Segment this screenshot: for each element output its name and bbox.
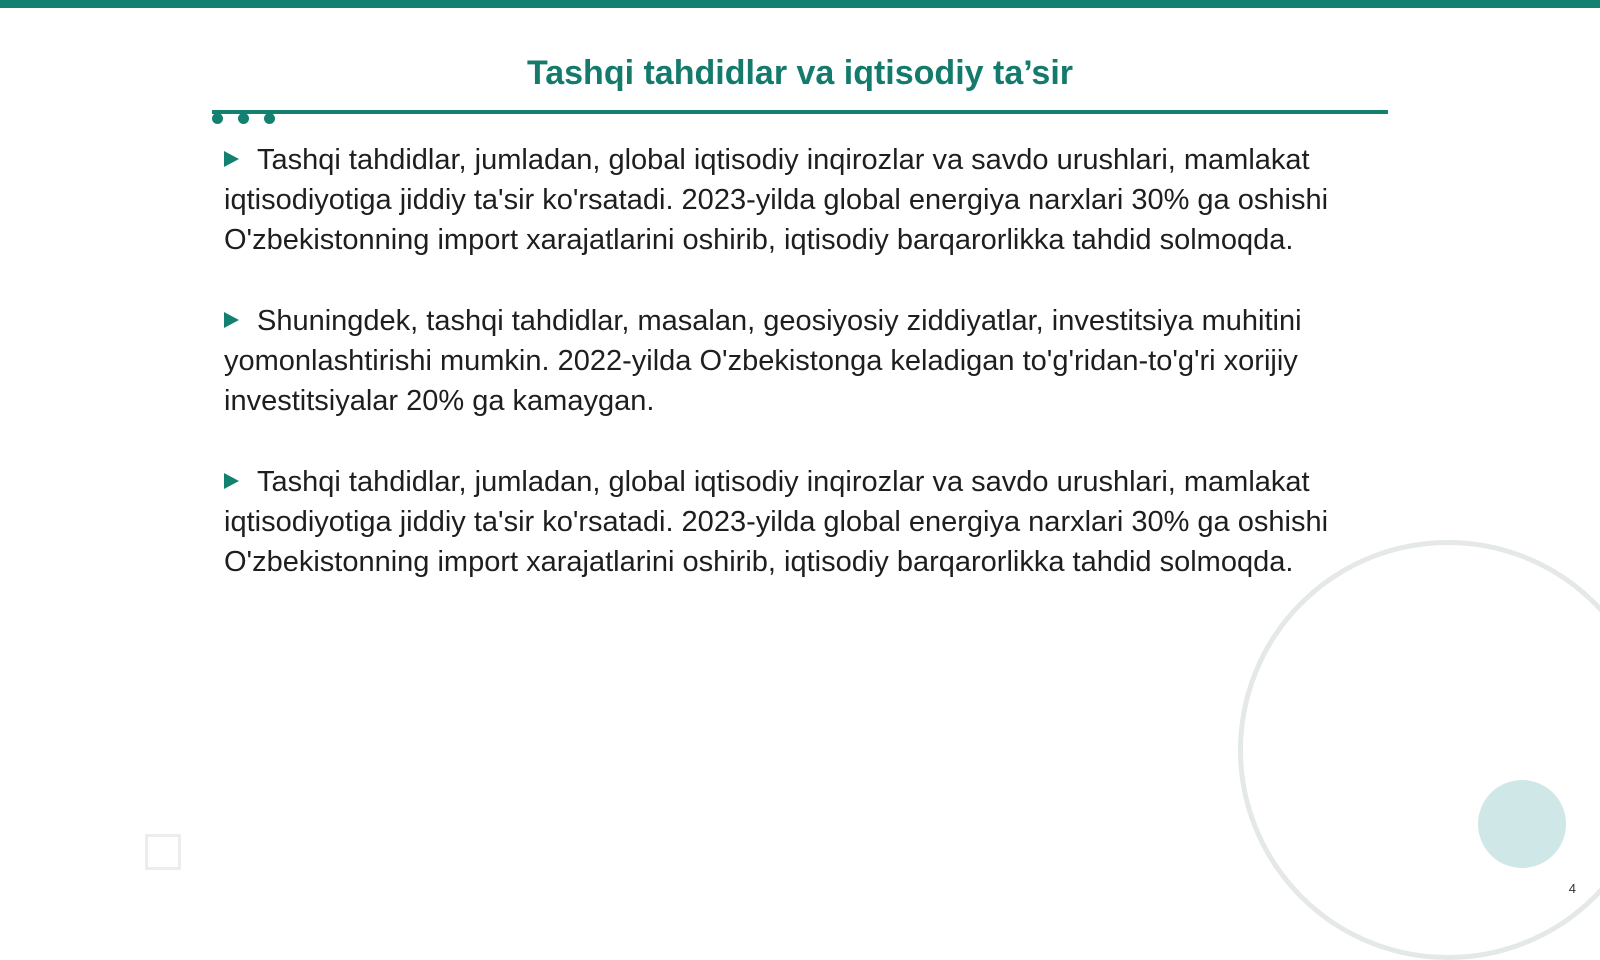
triangle-bullet-icon [224,312,239,328]
bullet-item [224,462,1384,582]
decorative-square [145,834,181,870]
bullet-text: Tashqi tahdidlar, jumladan, global iqtisodiy inqirozlar va savdo urushlari, mamlakat iqtisodiyotiga jiddiy ta'sir ko'rsatadi. 2023-yilda global energiya narxlari 30% ga oshishi O'zbekistonning import xarajatlarini oshirib, iqtisodiy barqarorlikka tahdid solmoqda. [224,466,1329,578]
dot-icon [212,113,223,124]
slide-title: Tashqi tahdidlar va iqtisodiy ta’sir [526,54,1073,92]
bullet-text: Shuningdek, tashqi tahdidlar, masalan, geosiyosiy ziddiyatlar, investitsiya muhitini yomonlashtirishi mumkin. 2022-yilda O'zbekistonga keladigan to'g'ridan-to'g'ri xorijiy investitsiyalar 20% ga kamaygan. [224,305,1302,417]
triangle-bullet-icon [224,473,239,489]
top-accent-bar [0,0,1600,8]
dot-icon [264,113,275,124]
decorative-circle [1478,780,1566,868]
triangle-bullet-icon [224,151,239,167]
bullet-list [224,140,1384,623]
title-underline [212,110,1388,114]
bullet-item [224,301,1384,421]
page-number: 4 [1568,881,1576,896]
bullet-text: Tashqi tahdidlar, jumladan, global iqtisodiy inqirozlar va savdo urushlari, mamlakat iqtisodiyotiga jiddiy ta'sir ko'rsatadi. 2023-yilda global energiya narxlari 30% ga oshishi O'zbekistonning import xarajatlarini oshirib, iqtisodiy barqarorlikka tahdid solmoqda. [224,144,1329,256]
dot-icon [238,113,249,124]
bullet-item [224,140,1384,260]
